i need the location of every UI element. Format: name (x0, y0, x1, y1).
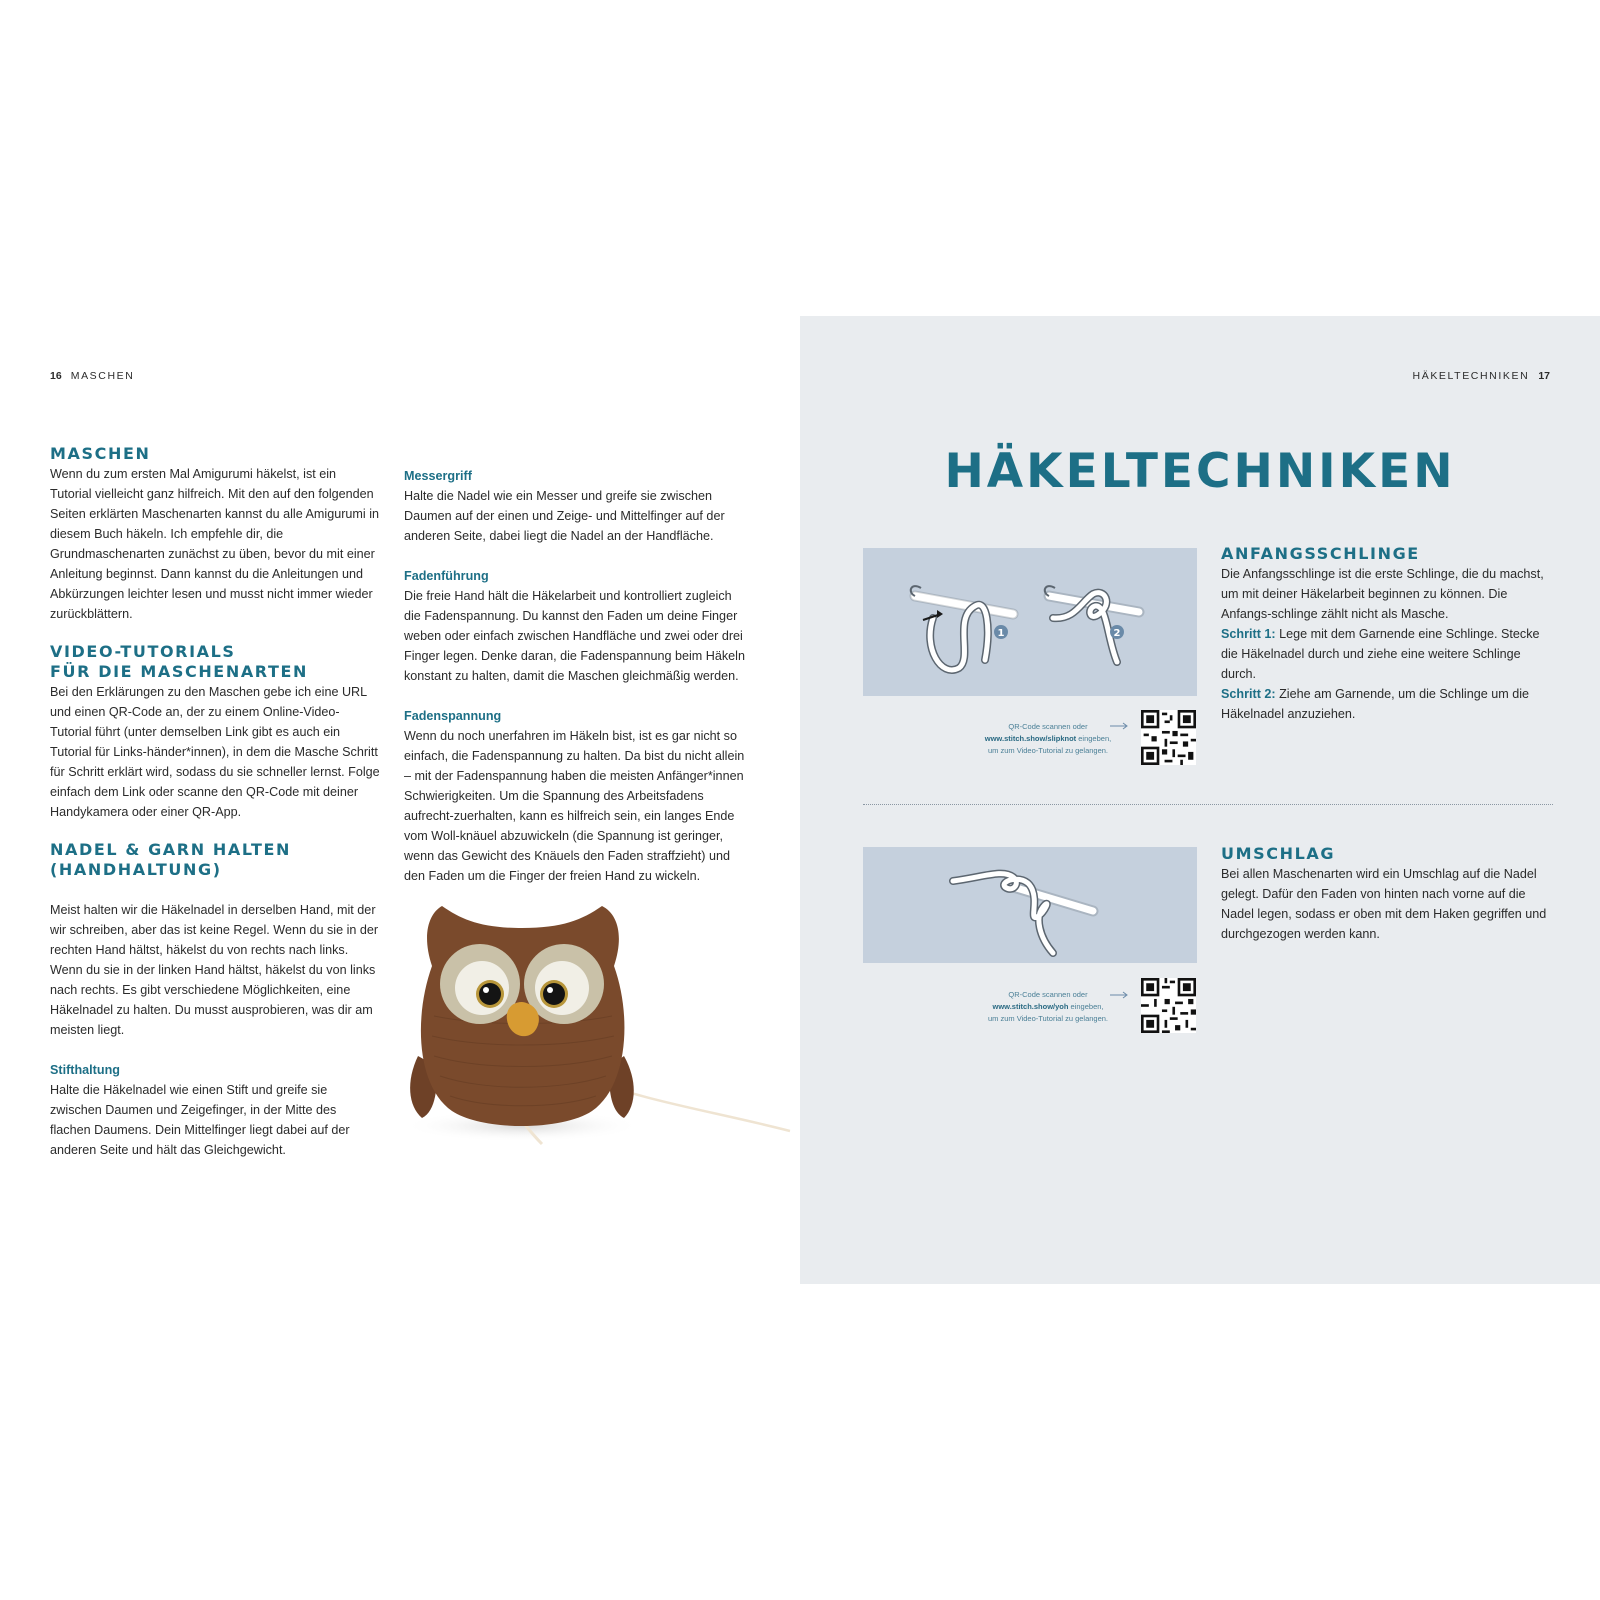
crochet-owl-photo (392, 906, 792, 1146)
yarn-over-illustration (863, 847, 1197, 963)
qr-instruction-yoh (968, 989, 1128, 1025)
subheading-messergriff: Messergriff (404, 469, 472, 483)
page-header-left (50, 370, 134, 382)
paragraph-stifthaltung: Halte die Häkelnadel wie einen Stift und greife sie zwischen Daumen und Zeigefinger, in der Mitte des flachen Daumens. Dein Mittelfinger liegt dabei auf der anderen Seite und hält das Gleichgewicht. (50, 1083, 350, 1157)
left-page (0, 316, 800, 1284)
subheading-stifthaltung: Stifthaltung (50, 1063, 120, 1077)
running-title: HÄKELTECHNIKEN (1412, 370, 1530, 382)
paragraph-fadenspannung: Wenn du noch unerfahren im Häkeln bist, ist es gar nicht so einfach, die Fadenspannung zu halten. Da bist du nicht allein – mit der Fadenspannung haben die meisten Anfänger*innen Schwierigkeiten. Um die Spannung des Arbeitsfadens aufrecht-zuerhalten, kann es hilfreich sein, ein langes Ende vom Woll-knäuel abzuwickeln (die Spannung ist geringer, wenn das Gewicht des Knäuels den Faden straffzieht) und den Faden um die Finger der freien Hand zu wickeln. (404, 729, 745, 883)
qr-line (968, 733, 1128, 745)
heading-line: VIDEO-TUTORIALS (50, 642, 236, 661)
section-heading-umschlag: UMSCHLAG (1221, 844, 1336, 863)
qr-line: QR-Code scannen oder (1008, 722, 1088, 731)
subheading-fadenspannung: Fadenspannung (404, 709, 502, 723)
step-2-text: Ziehe am Garnende, um die Schlinge um die Häkelnadel anzuziehen. (1221, 687, 1530, 721)
qr-line (968, 1001, 1128, 1013)
section-heading-maschen: MASCHEN (50, 444, 151, 463)
section-heading-video-tutorials (50, 642, 380, 682)
heading-line: (HANDHALTUNG) (50, 860, 222, 879)
right-page (800, 316, 1600, 1284)
section-heading-nadel-garn (50, 840, 380, 880)
paragraph-umschlag: Bei allen Maschenarten wird ein Umschlag auf die Nadel gelegt. Dafür den Faden von hinten nach vorne auf die Nadel legen, sodass er oben mit dem Haken gegriffen und durchgezogen werden kann. (1221, 867, 1547, 941)
left-column-2 (404, 466, 749, 886)
paragraph-anfangsschlinge: Die Anfangsschlinge ist die erste Schlinge, die du machst, um mit deiner Häkelarbeit beginnen zu können. Die Anfangs-schlinge zählt nicht als Masche. (1221, 567, 1544, 621)
paragraph-step-2 (1221, 684, 1556, 724)
paragraph-video-tutorials: Bei den Erklärungen zu den Maschen gebe ich eine URL und einen QR-Code an, der zu einem Online-Video-Tutorial führt (unter demselben Link gibt es auch ein Tutorial für Links-händer*innen), in dem die Masche Schritt für Schritt erklärt wird, sodass du sie schneller lernst. Folge einfach dem Link oder scanne den QR-Code mit deiner Handykamera oder einer QR-App. (50, 685, 380, 819)
qr-url[interactable]: www.stitch.show/slipknot (984, 734, 1077, 743)
page-number: 17 (1538, 370, 1550, 382)
page-header-right (1413, 370, 1550, 382)
paragraph-maschen: Wenn du zum ersten Mal Amigurumi häkelst, ist ein Tutorial vielleicht ganz hilfreich. Mit den auf den folgenden Seiten erklärten Maschenarten kannst du alle Amigurumi in diesem Buch häkeln. Ich empfehle dir, die Grundmaschenarten zunächst zu üben, bevor du mit einer Anleitung beginnst. Dann kannst du die Anleitungen und Abkürzungen leichter lesen und musst nicht immer wieder zurückblättern. (50, 467, 380, 621)
heading-line: NADEL & GARN HALTEN (50, 840, 292, 859)
paragraph-step-1 (1221, 624, 1556, 684)
left-column-1 (50, 444, 380, 1160)
paragraph-messergriff: Halte die Nadel wie ein Messer und greife sie zwischen Daumen auf der einen und Zeige- und Mittelfinger auf der anderen Seite, dabei liegt die Nadel an der Handfläche. (404, 489, 725, 543)
text-block-umschlag (1221, 844, 1556, 944)
text-block-anfangsschlinge (1221, 544, 1556, 724)
qr-code-icon[interactable] (1141, 710, 1196, 765)
step-2-label: Schritt 2: (1221, 687, 1276, 701)
qr-line-suffix: eingeben, (1068, 1002, 1104, 1011)
qr-code-icon[interactable] (1141, 978, 1196, 1033)
step-1-label: Schritt 1: (1221, 627, 1276, 641)
qr-instruction-slipknot (968, 721, 1128, 757)
svg-text:2: 2 (1113, 628, 1121, 639)
paragraph-fadenfuehrung: Die freie Hand hält die Häkelarbeit und kontrolliert zugleich die Fadenspannung. Du kannst den Faden um deine Finger weben oder einfach zwischen Handfläche und zwei oder drei Finger legen. Denke daran, die Fadenspannung beim Häkeln konstant zu halten, damit die Maschen gleichmäßig werden. (404, 589, 745, 683)
book-spread (0, 316, 1600, 1284)
heading-line: FÜR DIE MASCHENARTEN (50, 662, 309, 681)
section-divider (863, 804, 1553, 805)
svg-text:1: 1 (997, 628, 1005, 639)
running-title: MASCHEN (70, 370, 135, 382)
arrow-icon (1110, 722, 1130, 730)
paragraph-nadel-garn: Meist halten wir die Häkelnadel in derselben Hand, mit der wir schreiben, aber das ist keine Regel. Wenn du sie in der rechten Hand hältst, häkelst du von rechts nach links. Wenn du sie in der linken Hand hältst, häkelst du von links nach rechts. Es gibt verschiedene Möglichkeiten, eine Häkelnadel zu halten. Du musst ausprobieren, was dir am meisten liegt. (50, 903, 379, 1037)
arrow-icon (1110, 991, 1130, 999)
qr-line-suffix: eingeben, (1076, 734, 1112, 743)
page-title: HÄKELTECHNIKEN (944, 444, 1456, 499)
qr-line: um zum Video-Tutorial zu gelangen. (987, 746, 1109, 755)
qr-url[interactable]: www.stitch.show/yoh (992, 1002, 1069, 1011)
page-number: 16 (50, 370, 62, 382)
step-1-text: Lege mit dem Garnende eine Schlinge. Stecke die Häkelnadel durch und ziehe eine weitere Schlinge durch. (1221, 627, 1540, 681)
slipknot-illustration (863, 548, 1197, 696)
qr-line: um zum Video-Tutorial zu gelangen. (987, 1014, 1109, 1023)
crochet-hook-icon (911, 586, 1013, 614)
section-heading-anfangsschlinge: ANFANGSSCHLINGE (1221, 544, 1420, 563)
qr-line: QR-Code scannen oder (1008, 990, 1088, 999)
subheading-fadenfuehrung: Fadenführung (404, 569, 489, 583)
